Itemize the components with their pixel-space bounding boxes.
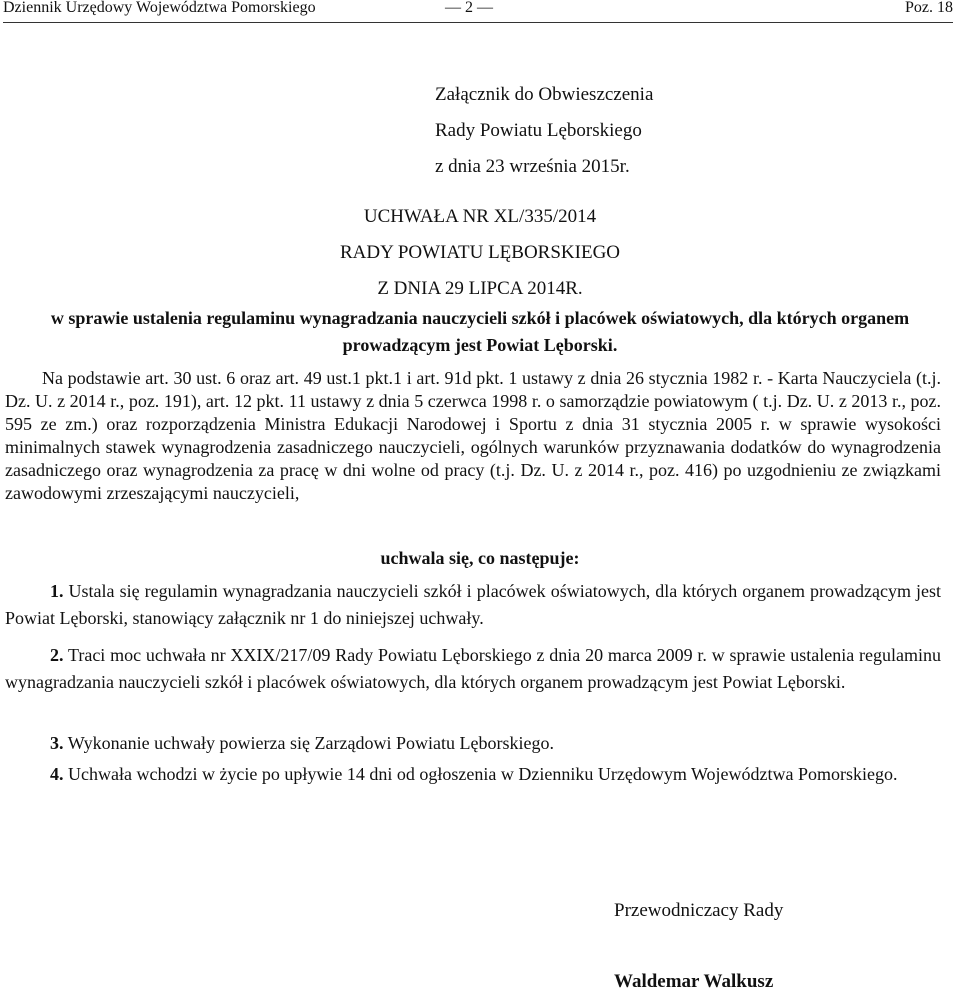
position-number: Poz. 18 [905,0,953,16]
resolution-date: Z DNIA 29 LIPCA 2014R. [377,278,583,299]
paragraph-4 [5,761,941,788]
resolution-body: RADY POWIATU LĘBORSKIEGO [339,242,621,263]
paragraph-text: Wykonanie uchwały powierza się Zarządowi Powiatu Lęborskiego. [67,733,554,753]
annex-line-3: z dnia 23 września 2015r. [435,156,630,177]
signature-name: Waldemar Walkusz [614,971,774,992]
paragraph-3 [5,730,941,757]
paragraph-1 [5,578,941,632]
paragraph-number: 4. [50,764,64,784]
preamble [5,367,941,505]
page-header [3,0,953,20]
annex-note [435,77,653,185]
paragraph-number: 2. [50,645,64,665]
page-number: — 2 — [445,0,493,16]
annex-line-2: Rady Powiatu Lęborskiego [435,120,642,141]
resolution-title [0,199,960,307]
journal-title: Dziennik Urzędowy Województwa Pomorskiego [3,0,316,16]
paragraph-text: Traci moc uchwała nr XXIX/217/09 Rady Powiatu Lęborskiego z dnia 20 marca 2009 r. w sprawie ustalenia regulaminu wynagradzania nauczycieli szkół i placówek oświatowych, dla których organem prowadzącym jest Powiat Lęborski. [5,645,941,692]
decision-heading: uchwala się, co następuje: [380,548,580,568]
resolution-number: UCHWAŁA NR XL/335/2014 [363,206,597,227]
paragraph-number: 3. [50,733,64,753]
annex-line-1: Załącznik do Obwieszczenia [435,84,654,105]
paragraph-text: Uchwała wchodzi w życie po upływie 14 dni od ogłoszenia w Dzienniku Urzędowym Województwa Pomorskiego. [68,764,898,784]
header-divider [3,22,953,23]
paragraph-text: Ustala się regulamin wynagradzania nauczycieli szkół i placówek oświatowych, dla których organem prowadzącym jest Powiat Lęborski, stanowiący załącznik nr 1 do niniejszej uchwały. [5,581,941,628]
paragraph-number: 1. [50,581,64,601]
resolution-subject: w sprawie ustalenia regulaminu wynagradzania nauczycieli szkół i placówek oświatowych, dla których organem prowadzącym jest Powiat Lęborski. [50,308,910,355]
paragraph-2 [5,642,941,696]
signature-role: Przewodniczacy Rady [614,900,784,921]
preamble-text: Na podstawie art. 30 ust. 6 oraz art. 49 ust.1 pkt.1 i art. 91d pkt. 1 ustawy z dnia 26 stycznia 1982 r. - Karta Nauczyciela (t.j. Dz. U. z 2014 r., poz. 191), art. 12 pkt. 11 ustawy z dnia 5 czerwca 1998 r. o samorządzie powiatowym ( t.j. Dz. U. z 2013 r., poz. 595 ze zm.) oraz rozporządzenia Ministra Edukacji Narodowej i Sportu z dnia 31 stycznia 2005 r. w sprawie wysokości minimalnych stawek wynagrodzenia zasadniczego nauczycieli, ogólnych warunków przyznawania dodatków do wynagrodzenia zasadniczego oraz wynagrodzenia za pracę w dni wolne od pracy (t.j. Dz. U. z 2014 r., poz. 416) po uzgodnieniu ze związkami zawodowymi zrzeszającymi nauczycieli, [5,368,941,503]
